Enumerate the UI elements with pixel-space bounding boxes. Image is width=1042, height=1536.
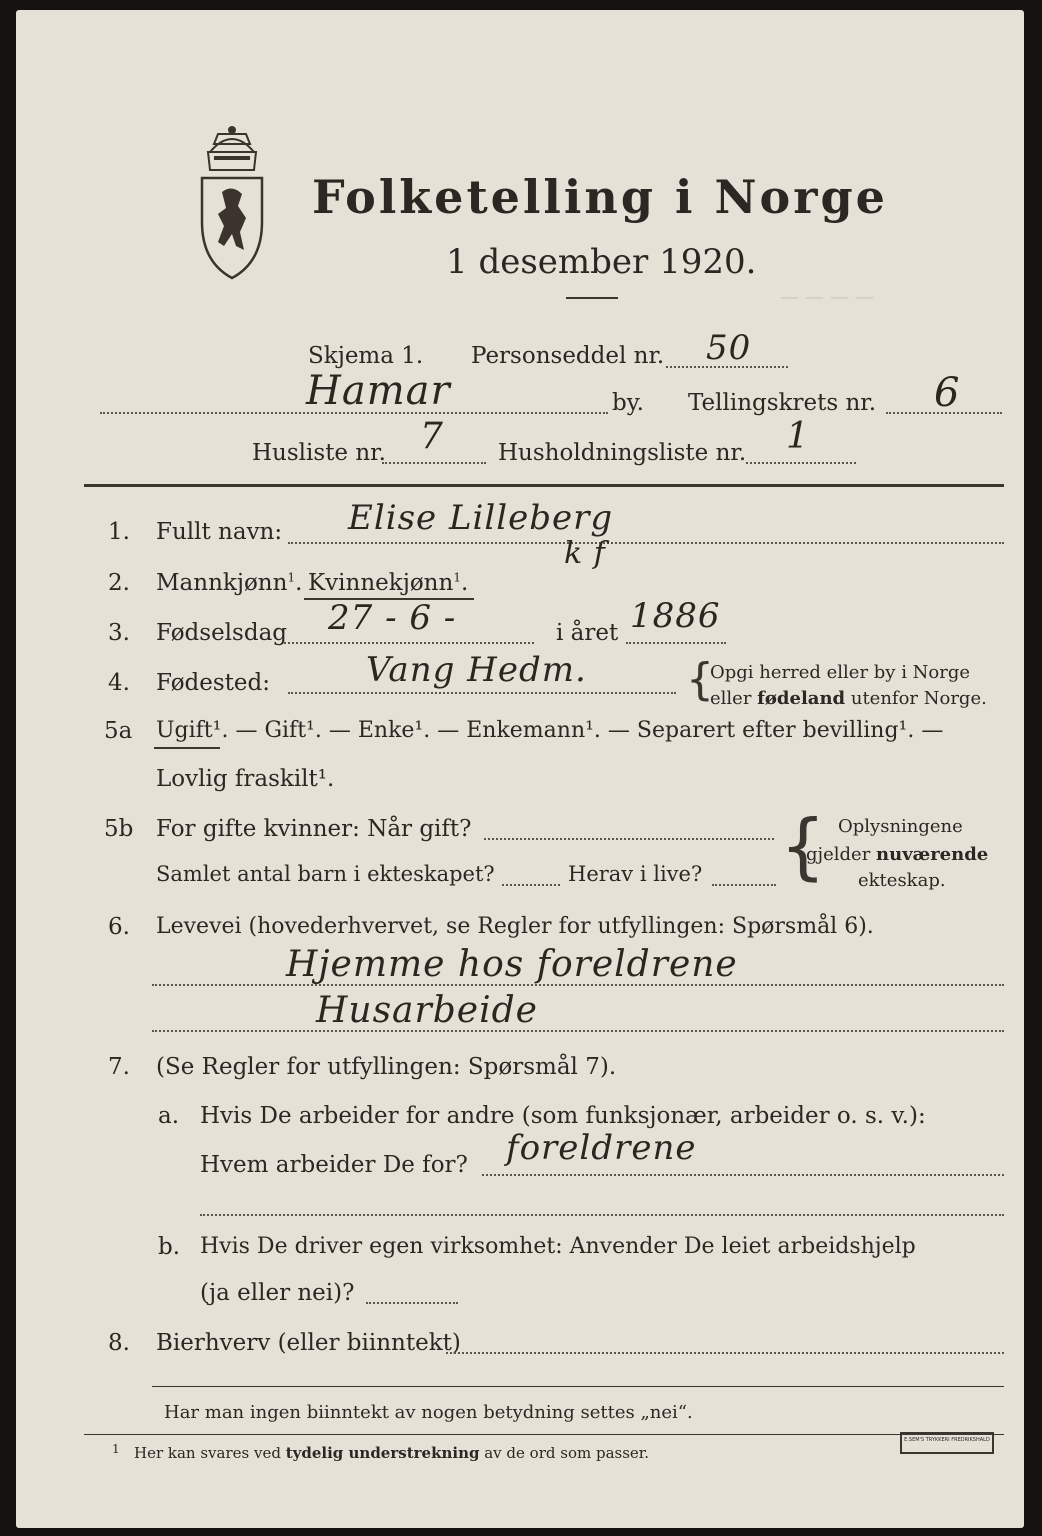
q3-day-line <box>284 642 534 644</box>
q4-label: Fødested: <box>156 670 271 696</box>
q5b-note-1: Oplysningene <box>838 816 963 837</box>
q4-brace: { <box>686 654 714 705</box>
q8-label: Bierhverv (eller biinntekt) <box>156 1330 461 1356</box>
by-value: Hamar <box>306 368 451 414</box>
q2-kvinne-label: Kvinnekjønn$^1$. <box>308 570 469 596</box>
q7-label: (Se Regler for utfyllingen: Spørsmål 7). <box>156 1054 617 1080</box>
q3-year-value: 1886 <box>630 596 721 636</box>
q7a-text: Hvis De arbeider for andre (som funksjonær, arbeider o. s. v.): <box>200 1103 926 1129</box>
printer-stamp <box>900 1432 994 1454</box>
q5a-ugift-underline <box>154 747 220 749</box>
q2-kvinne-text: Kvinnekjønn <box>308 570 454 596</box>
q3-year-label: i året <box>556 620 619 646</box>
form-date: 1 desember 1920. <box>446 242 757 282</box>
footnote-bold: tydelig understrekning <box>285 1444 480 1462</box>
q8-number: 8. <box>108 1330 130 1356</box>
q5b-note-2-bold: nuværende <box>876 844 989 865</box>
q6-value-2: Husarbeide <box>316 990 538 1031</box>
q6-number: 6. <box>108 914 130 940</box>
husliste-value: 7 <box>420 416 444 457</box>
bleed-through-text: — — — — <box>780 286 875 308</box>
q6-value-1: Hjemme hos foreldrene <box>286 944 738 985</box>
tellingskrets-value: 6 <box>934 370 961 416</box>
q4-note-2-bold: fødeland <box>757 688 846 709</box>
q5b-line-2 <box>502 884 560 886</box>
husholdningsliste-value: 1 <box>786 416 810 457</box>
q5a-line-2: Lovlig fraskilt¹. <box>156 766 335 792</box>
q7b-letter: b. <box>158 1234 181 1260</box>
footnote-post: av de ord som passer. <box>479 1444 650 1462</box>
q5b-label-1: For gifte kvinner: Når gift? <box>156 816 472 842</box>
q7a-line-2 <box>200 1214 1004 1216</box>
q1-label: Fullt navn: <box>156 519 283 545</box>
q4-note-2-post: utenfor Norge. <box>845 688 987 709</box>
q2-number: 2. <box>108 570 130 596</box>
skjema-label: Skjema 1. <box>308 343 424 369</box>
q5b-line-1 <box>484 838 774 840</box>
personseddel-value: 50 <box>706 328 752 368</box>
q5b-line-3 <box>712 884 776 886</box>
section-separator <box>84 484 1004 487</box>
q6-label: Levevei (hovederhvervet, se Regler for utfyllingen: Spørsmål 6). <box>156 914 874 939</box>
q4-note-1: Opgi herred eller by i Norge <box>710 662 971 683</box>
q4-value: Vang Hedm. <box>366 650 587 690</box>
q7-number: 7. <box>108 1054 130 1080</box>
q5b-note-3: ekteskap. <box>858 870 946 891</box>
q3-year-line <box>626 642 726 644</box>
q4-number: 4. <box>108 670 130 696</box>
q3-label: Fødselsdag <box>156 620 288 646</box>
q2-mann-label: Mannkjønn$^1$. <box>156 570 303 596</box>
q8-line <box>446 1352 1004 1354</box>
footnote-separator <box>84 1434 1004 1435</box>
census-form-page <box>16 10 1024 1528</box>
husholdningsliste-label: Husholdningsliste nr. <box>498 440 747 466</box>
notes-separator <box>152 1386 1004 1387</box>
q7b-question: (ja eller nei)? <box>200 1280 355 1306</box>
q7b-text: Hvis De driver egen virksomhet: Anvender De leiet arbeidshjelp <box>200 1234 916 1259</box>
q7a-question: Hvem arbeider De for? <box>200 1152 468 1178</box>
q3-value: 27 - 6 - <box>328 598 457 638</box>
q4-line <box>288 692 676 694</box>
tellingskrets-label: Tellingskrets nr. <box>688 390 877 416</box>
personseddel-label: Personseddel nr. <box>471 343 665 369</box>
q1-number: 1. <box>108 519 130 545</box>
husliste-line <box>382 462 486 464</box>
q3-number: 3. <box>108 620 130 646</box>
q5b-note-2-pre: gjelder <box>806 844 877 865</box>
footnote-mark: 1 <box>112 1442 120 1456</box>
q5b-label-2: Samlet antal barn i ekteskapet? <box>156 862 495 886</box>
q5a-line-1: Ugift¹. — Gift¹. — Enke¹. — Enkemann¹. — Separert efter bevilling¹. — <box>156 718 944 743</box>
footnote-text <box>134 1444 649 1462</box>
printer-stamp-text: E.SEM'S TRYKKERI FREDRIKSHALD <box>904 1437 990 1443</box>
header-rule <box>566 297 618 299</box>
q1-value: Elise Lilleberg <box>348 498 614 538</box>
footnote-pre: Her kan svares ved <box>134 1444 286 1462</box>
husliste-label: Husliste nr. <box>252 440 386 466</box>
form-title: Folketelling i Norge <box>312 170 888 224</box>
q7a-value: foreldrene <box>506 1128 697 1168</box>
q7a-letter: a. <box>158 1103 180 1129</box>
q4-note-2 <box>710 688 987 709</box>
q2-mann-text: Mannkjønn <box>156 570 288 596</box>
q2-sex-mark: k f <box>564 536 606 571</box>
q5b-number: 5b <box>104 816 134 842</box>
q6-line-1 <box>152 984 1004 986</box>
norway-coat-of-arms-icon <box>188 122 276 282</box>
husholdningsliste-line <box>746 462 856 464</box>
q7a-line-1 <box>482 1174 1004 1176</box>
q7b-line <box>366 1302 458 1304</box>
q5b-note-2 <box>806 844 988 865</box>
by-label: by. <box>612 390 644 416</box>
nei-note: Har man ingen biinntekt av nogen betydning settes „nei“. <box>164 1402 693 1423</box>
q1-line <box>288 542 1004 544</box>
q5b-label-3: Herav i live? <box>568 862 703 886</box>
q5a-number: 5a <box>104 718 133 744</box>
q6-line-2 <box>152 1030 1004 1032</box>
q4-note-2-pre: eller <box>710 688 758 709</box>
q5b-brace: { <box>780 804 826 888</box>
